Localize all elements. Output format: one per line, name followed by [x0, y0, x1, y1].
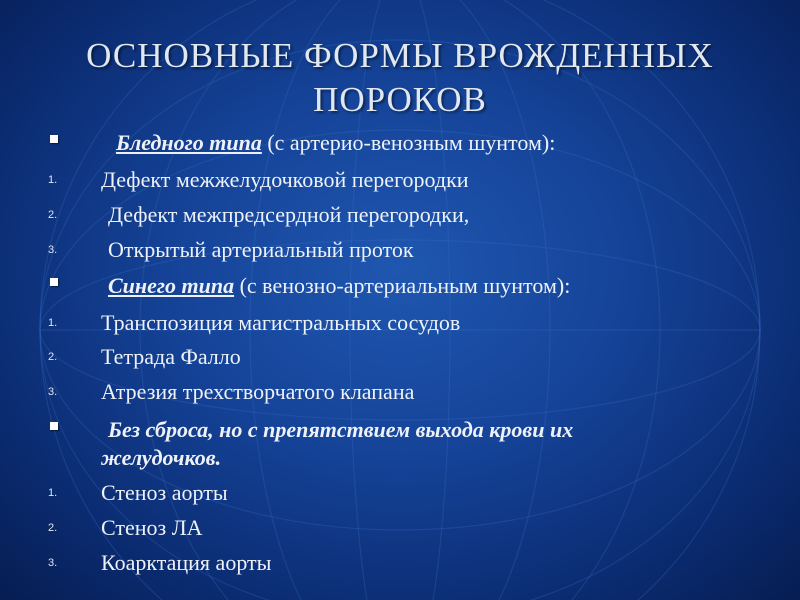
list-item-text: Коарктация аорты — [101, 550, 272, 575]
list-number: 2. — [48, 351, 58, 363]
list-item-text: Открытый артериальный проток — [108, 237, 414, 262]
list-number: 3. — [48, 244, 58, 256]
list-number: 1. — [48, 317, 58, 329]
list-number: 3. — [48, 386, 58, 398]
list-item-text: Дефект межпредсердной перегородки, — [108, 202, 470, 227]
square-bullet-icon — [50, 135, 58, 143]
group-heading-text-line-1: Без сброса, но с препятствием выхода крови их — [108, 417, 574, 442]
list-item-text: Атрезия трехстворчатого клапана — [101, 379, 415, 404]
list-item-text: Стеноз аорты — [101, 480, 228, 505]
square-bullet-icon — [50, 422, 58, 430]
slide-title-line-2: ПОРОКОВ — [313, 80, 487, 119]
list-number: 1. — [48, 174, 58, 186]
group-heading-emphasis: Синего типа — [108, 273, 235, 298]
list-item-text: Транспозиция магистральных сосудов — [101, 310, 461, 335]
group-heading-rest: (с артерио-венозным шунтом): — [261, 130, 556, 155]
list-item-text: Дефект межжелудочковой перегородки — [101, 167, 469, 192]
list-number: 2. — [48, 209, 58, 221]
list-item-text: Стеноз ЛА — [101, 515, 203, 540]
square-bullet-icon — [50, 278, 58, 286]
slide-title-line-1: ОСНОВНЫЕ ФОРМЫ ВРОЖДЕННЫХ — [86, 36, 714, 75]
group-heading-text-line-2: желудочков. — [101, 445, 222, 470]
list-number: 3. — [48, 557, 58, 569]
slide-title — [0, 34, 800, 122]
group-heading-rest: (с венозно-артериальным шунтом): — [234, 273, 571, 298]
group-heading-text — [116, 129, 555, 157]
group-heading-text — [108, 272, 570, 300]
list-item-text: Тетрада Фалло — [101, 344, 241, 369]
list-number: 1. — [48, 487, 58, 499]
list-number: 2. — [48, 522, 58, 534]
group-heading-emphasis: Бледного типа — [116, 130, 262, 155]
